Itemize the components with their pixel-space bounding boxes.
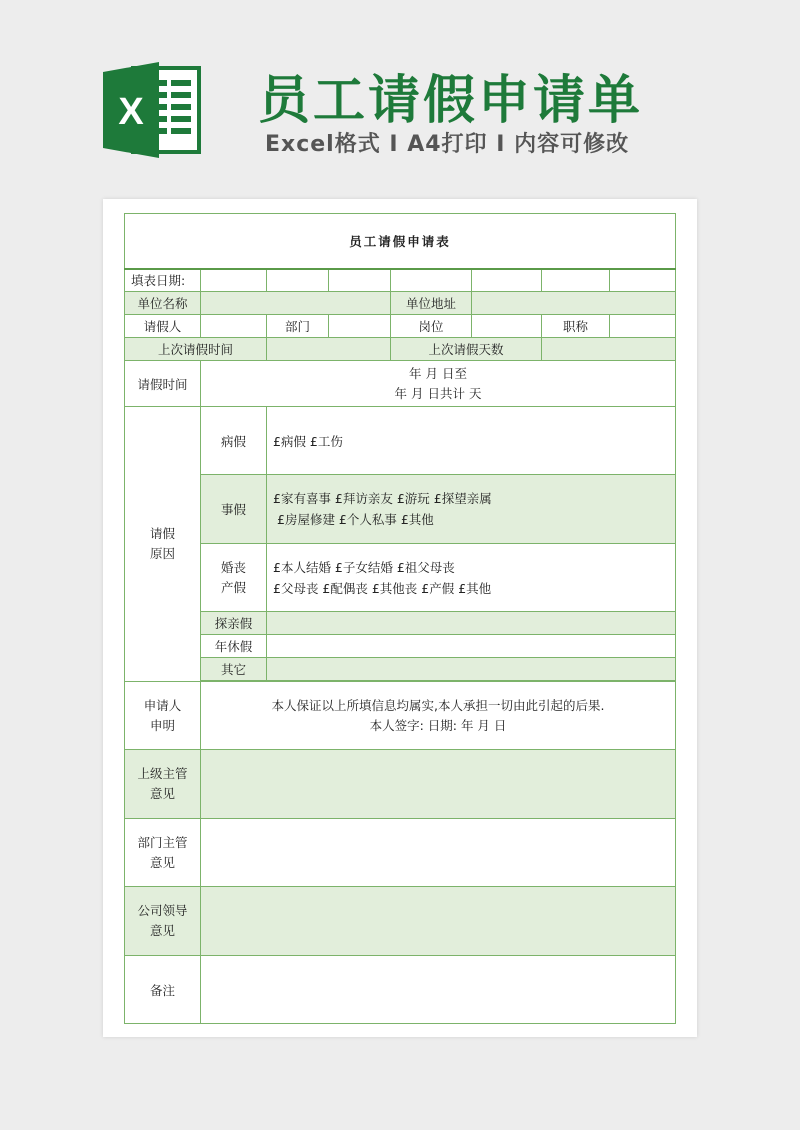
remarks-field[interactable] (201, 956, 676, 1024)
superior-opinion-label: 上级主管 意见 (125, 750, 201, 819)
leave-time-field[interactable] (201, 361, 676, 407)
unit-address-label: 单位地址 (391, 292, 472, 315)
other-leave-label: 其它 (201, 658, 267, 681)
fill-date-cell[interactable] (391, 269, 472, 292)
fill-date-cell[interactable] (267, 269, 329, 292)
reason-label: 请假 原因 (125, 407, 201, 682)
company-opinion-label: 公司领导 意见 (125, 887, 201, 956)
department-field[interactable] (329, 315, 391, 338)
sick-leave-options[interactable]: £病假 £工伤 (267, 407, 676, 475)
leave-time-line: 年 月 日共计 天 (394, 385, 482, 401)
statement-label: 申请人 申明 (125, 682, 201, 750)
rank-label: 职称 (542, 315, 610, 338)
annual-leave-field[interactable] (267, 635, 676, 658)
page-title: 员工请假申请单 (258, 71, 644, 131)
fill-date-label: 填表日期: (125, 269, 201, 292)
superior-opinion-field[interactable] (201, 750, 676, 819)
unit-name-field[interactable] (201, 292, 391, 315)
leave-time-label: 请假时间 (125, 361, 201, 407)
applicant-field[interactable] (201, 315, 267, 338)
page-subtitle: Excel格式 I A4打印 I 内容可修改 (265, 132, 630, 157)
personal-leave-options[interactable]: £家有喜事 £拜访亲友 £游玩 £探望亲属 £房屋修建 £个人私事 £其他 (267, 475, 676, 544)
fill-date-cell[interactable] (472, 269, 542, 292)
fill-date-cell[interactable] (329, 269, 391, 292)
position-field[interactable] (472, 315, 542, 338)
position-label: 岗位 (391, 315, 472, 338)
fill-date-cell[interactable] (542, 269, 610, 292)
company-opinion-field[interactable] (201, 887, 676, 956)
fill-date-cell[interactable] (201, 269, 267, 292)
other-leave-field[interactable] (267, 658, 676, 681)
form-sheet (103, 199, 697, 1037)
unit-address-field[interactable] (472, 292, 676, 315)
family-visit-label: 探亲假 (201, 612, 267, 635)
excel-logo-letter: X (118, 91, 144, 133)
last-leave-time-field[interactable] (267, 338, 391, 361)
unit-name-label: 单位名称 (125, 292, 201, 315)
leave-time-line: 年 月 日至 (409, 365, 467, 381)
rank-field[interactable] (610, 315, 676, 338)
personal-leave-label: 事假 (201, 475, 267, 544)
applicant-label: 请假人 (125, 315, 201, 338)
family-visit-field[interactable] (267, 612, 676, 635)
dept-head-opinion-field[interactable] (201, 819, 676, 887)
last-leave-days-label: 上次请假天数 (391, 338, 542, 361)
fill-date-cell[interactable] (610, 269, 676, 292)
last-leave-days-field[interactable] (542, 338, 676, 361)
annual-leave-label: 年休假 (201, 635, 267, 658)
leave-form-table (124, 213, 676, 1024)
statement-text: 本人保证以上所填信息均属实,本人承担一切由此引起的后果. 本人签字: 日期: 年 月 日 (201, 682, 676, 750)
marriage-maternity-label: 婚丧 产假 (201, 544, 267, 612)
excel-icon (103, 62, 203, 158)
dept-head-opinion-label: 部门主管 意见 (125, 819, 201, 887)
remarks-label: 备注 (125, 956, 201, 1024)
department-label: 部门 (267, 315, 329, 338)
last-leave-time-label: 上次请假时间 (125, 338, 267, 361)
sick-leave-label: 病假 (201, 407, 267, 475)
form-title: 员工请假申请表 (125, 214, 676, 269)
marriage-maternity-options[interactable]: £本人结婚 £子女结婚 £祖父母丧 £父母丧 £配偶丧 £其他丧 £产假 £其他 (267, 544, 676, 612)
header (0, 0, 800, 190)
